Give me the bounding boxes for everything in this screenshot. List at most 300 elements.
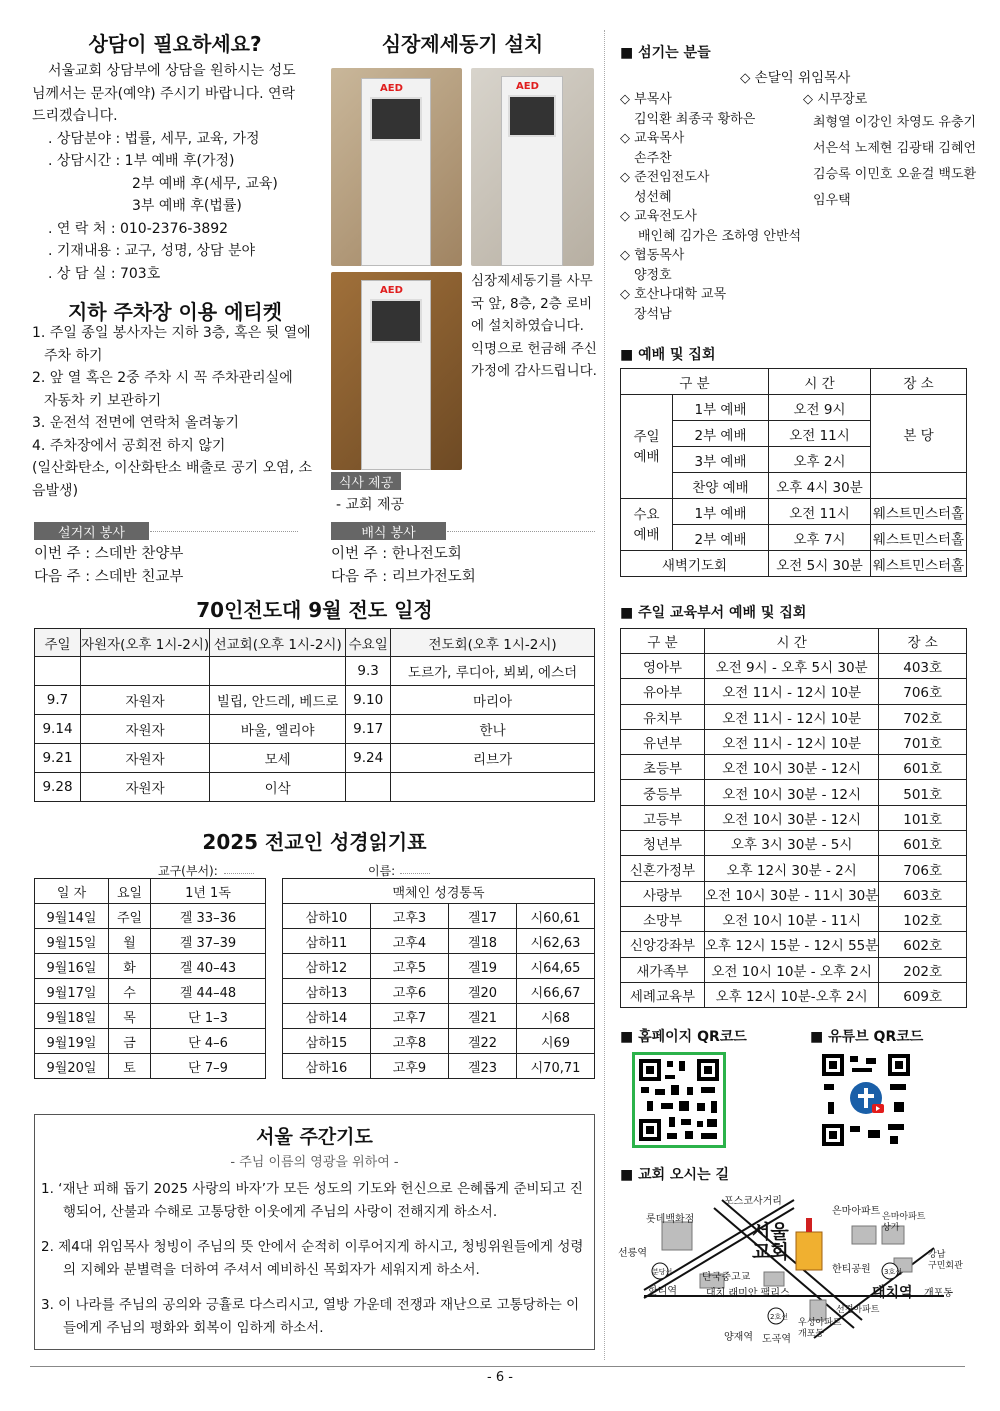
table-cell: [391, 773, 595, 802]
table-cell: 겔22: [449, 1029, 517, 1054]
table-cell: 고후7: [371, 1004, 449, 1029]
footer-rule: [30, 1366, 965, 1367]
table-cell: 삼하14: [283, 1004, 371, 1029]
table-header: 맥체인 성경통독: [283, 879, 595, 904]
table-row: [283, 954, 595, 979]
divider: [224, 873, 254, 874]
table-cell: 빌립, 안드레, 베드로: [210, 686, 346, 715]
table-cell: 오전 10시 30분 - 12시: [705, 805, 879, 830]
table-row: [621, 881, 967, 906]
table-cell: 웨스트민스터홀: [871, 499, 967, 525]
prayer-item: [41, 1236, 588, 1282]
table-header: 주일: [35, 629, 81, 657]
aed-caption-line: 익명으로 헌금해 주신: [471, 340, 597, 357]
counsel-line: 서울교회 상담부에 상담을 원하시는 성도: [48, 63, 296, 79]
table-row: [621, 856, 967, 881]
table-header: 장 소: [871, 369, 967, 395]
table-cell: 1부 예배: [673, 499, 769, 525]
table-cell: [346, 773, 391, 802]
table-cell: 102호: [879, 906, 967, 931]
table-cell: 겔 33–36: [151, 904, 266, 929]
table-cell: 오전 11시 - 12시 10분: [705, 729, 879, 754]
aed-label: AED: [516, 81, 539, 92]
counsel-title: 상담이 필요하세요?: [88, 32, 262, 56]
servers-names: 배인혜 김가은 조하영 안반석: [638, 228, 802, 244]
table-cell: 수요 예배: [621, 499, 673, 551]
table-cell: 겔 44–48: [151, 979, 266, 1004]
table-cell: 오전 11시: [769, 499, 871, 525]
table-cell: 403호: [879, 654, 967, 679]
map-label: 개포동: [924, 1288, 953, 1299]
bible-name-label: 이름:: [368, 864, 396, 878]
map-label: 포스코사거리: [724, 1196, 782, 1207]
table-cell: 웨스트민스터홀: [871, 525, 967, 551]
table-cell: 오전 10시 10분 - 오후 2시: [705, 957, 879, 982]
table-cell: 2부 예배: [673, 525, 769, 551]
prayer-subtitle: - 주님 이름의 영광을 위하여 -: [230, 1155, 399, 1170]
map-label: 강남 구민회관: [928, 1250, 963, 1271]
table-cell: 사랑부: [621, 881, 705, 906]
table-cell: 도르가, 루디아, 뵈뵈, 에스더: [391, 657, 595, 686]
table-cell: 101호: [879, 805, 967, 830]
table-row: [621, 679, 967, 704]
table-row: [35, 744, 595, 773]
map-label: 은마아파트: [832, 1206, 881, 1217]
map-label: 한티공원: [832, 1264, 871, 1275]
table-row: [283, 1029, 595, 1054]
table-cell: 오후 12시 10분-오후 2시: [705, 982, 879, 1007]
table-cell: 501호: [879, 780, 967, 805]
table-cell: 웨스트민스터홀: [871, 551, 967, 577]
table-row: [283, 979, 595, 1004]
qr-home-title: ■ 홈페이지 QR코드: [620, 1026, 747, 1046]
parking-line: 음발생): [32, 482, 79, 499]
prayer-line: 2. 제4대 위임목사 청빙이 주님의 뜻 안에서 순적히 이루어지게 하시고, 청빙위원들에게 성령: [41, 1239, 584, 1255]
prayer-item: [41, 1294, 588, 1340]
table-cell: 9.10: [346, 686, 391, 715]
servers-names: 김익환 최종국 황하은: [634, 111, 756, 127]
table-row: [621, 805, 967, 830]
bible-table-right: [282, 878, 595, 1079]
table-cell: 시64,65: [517, 954, 595, 979]
table-cell: 삼하11: [283, 929, 371, 954]
counsel-line: . 상 담 실 : 703호: [48, 265, 161, 282]
table-row: [35, 954, 266, 979]
map-label: 은마아파트 상가: [882, 1212, 926, 1233]
table-cell: 겔17: [449, 904, 517, 929]
servers-role: ◇ 협동목사: [620, 248, 685, 263]
table-row: [621, 525, 967, 551]
table-cell: 9.24: [346, 744, 391, 773]
servers-role: ◇ 준전임전도사: [620, 170, 710, 185]
table-row: [35, 1029, 266, 1054]
table-cell: 바울, 엘리야: [210, 715, 346, 744]
table-header: 일 자: [35, 879, 109, 904]
counsel-line: 님께서는 문자(예약) 주시기 바랍니다. 연락: [32, 85, 296, 102]
table-cell: 리브가: [391, 744, 595, 773]
servers-right: [803, 90, 976, 214]
servers-names: 장석남: [634, 306, 672, 322]
table-cell: 시69: [517, 1029, 595, 1054]
table-header: 시 간: [705, 629, 879, 654]
table-row: [35, 979, 266, 1004]
bible-table-left: [34, 878, 266, 1079]
map-label: 우성아파트 개포동: [798, 1318, 842, 1339]
divider: [150, 531, 298, 532]
table-header: 구 분: [621, 369, 769, 395]
parking-line: 자동차 키 보관하기: [44, 392, 162, 409]
table-row: [621, 982, 967, 1007]
table-cell: 자원자: [81, 773, 210, 802]
parking-line: 3. 운전석 전면에 연락처 올려놓기: [32, 415, 239, 431]
table-row: [621, 704, 967, 729]
aed-caption: [471, 270, 601, 383]
table-cell: 609호: [879, 982, 967, 1007]
table-cell: 9월14일: [35, 904, 109, 929]
parking-line: 주차 하기: [44, 347, 103, 364]
table-cell: 202호: [879, 957, 967, 982]
table-cell: 겔18: [449, 929, 517, 954]
table-row: [283, 1054, 595, 1079]
table-header: 구 분: [621, 629, 705, 654]
prayer-line: 1. ‘재난 피해 돕기 2025 사랑의 바자’가 모든 성도의 기도와 헌신으로 은혜롭게 준비되고 진: [41, 1181, 583, 1197]
table-cell: 주일: [109, 904, 151, 929]
map-church-label: 서울 교회: [752, 1221, 789, 1263]
table-cell: 주일 예배: [621, 395, 673, 499]
prayer-item: [41, 1178, 588, 1224]
table-header: 자원자(오후 1시-2시): [81, 629, 210, 657]
table-cell: 오전 9시 - 오후 5시 30분: [705, 654, 879, 679]
table-cell: 706호: [879, 856, 967, 881]
table-cell: 9.17: [346, 715, 391, 744]
table-cell: 금: [109, 1029, 151, 1054]
table-cell: 2부 예배: [673, 421, 769, 447]
table-cell: 소망부: [621, 906, 705, 931]
table-cell: 새가족부: [621, 957, 705, 982]
table-cell: 삼하16: [283, 1054, 371, 1079]
table-row: [621, 906, 967, 931]
dish-body: [34, 543, 183, 589]
servers-names: 양정호: [634, 267, 672, 283]
table-cell: 찬양 예배: [673, 473, 769, 499]
table-header-row: [621, 629, 967, 654]
prayer-line: 3. 이 나라를 주님의 공의와 긍휼로 다스리시고, 열방 가운데 전쟁과 재난으로 고통당하는 이: [41, 1297, 580, 1313]
aed-photo: [331, 272, 462, 470]
table-cell: 한나: [391, 715, 595, 744]
table-header: 요일: [109, 879, 151, 904]
column-divider: [604, 30, 605, 1360]
table-cell: 삼하15: [283, 1029, 371, 1054]
table-cell: 단 7–9: [151, 1054, 266, 1079]
counsel-line: . 상담시간 : 1부 예배 후(가정): [48, 153, 235, 169]
servers-names: 성선혜: [634, 189, 672, 205]
table-header-row: [283, 879, 595, 904]
table-header-row: [35, 879, 266, 904]
table-cell: 겔 40–43: [151, 954, 266, 979]
table-cell: 1부 예배: [673, 395, 769, 421]
table-row: [621, 831, 967, 856]
map-label: 분당선: [652, 1268, 673, 1276]
table-cell: 오전 9시: [769, 395, 871, 421]
servers-senior: ◇ 손달익 위임목사: [740, 70, 851, 86]
table-cell: 자원자: [81, 715, 210, 744]
servers-names: 서은석 노제현 김광태 김혜언: [813, 141, 977, 156]
aed-caption-line: 심장제세동기를 사무: [471, 273, 593, 289]
table-row: [621, 473, 967, 499]
aed-label: AED: [380, 83, 403, 94]
aed-title: 심장제세동기 설치: [381, 32, 544, 56]
table-cell: [81, 657, 210, 686]
serve-next-week: 다음 주 : 리브가전도회: [331, 569, 476, 585]
table-cell: 9월19일: [35, 1029, 109, 1054]
map-label: 선릉역: [618, 1248, 647, 1259]
map-label: 선경아파트: [836, 1305, 880, 1315]
counsel-line: . 기재내용 : 교구, 성명, 상담 분야: [48, 243, 256, 259]
servers-role: ◇ 시무장로: [803, 92, 868, 107]
divider: [400, 873, 430, 874]
table-cell: 영아부: [621, 654, 705, 679]
table-cell: 세례교육부: [621, 982, 705, 1007]
prayer-title: 서울 주간기도: [256, 1126, 373, 1148]
table-cell: 9.28: [35, 773, 81, 802]
table-cell: 시62,63: [517, 929, 595, 954]
table-cell: 오후 2시: [769, 447, 871, 473]
table-cell: 겔21: [449, 1004, 517, 1029]
map-label: 2호선: [770, 1313, 788, 1321]
worship-table: [620, 368, 967, 577]
parking-line: 1. 주일 종일 봉사자는 지하 3층, 혹은 뒷 열에: [32, 325, 311, 341]
table-row: [283, 929, 595, 954]
table-cell: 유치부: [621, 704, 705, 729]
table-cell: 목: [109, 1004, 151, 1029]
table-cell: 9.3: [346, 657, 391, 686]
table-cell: 오후 7시: [769, 525, 871, 551]
table-cell: [35, 657, 81, 686]
parking-line: 2. 앞 열 혹은 2중 주차 시 꼭 주차관리실에: [32, 370, 293, 386]
table-cell: 9.7: [35, 686, 81, 715]
table-cell: 시66,67: [517, 979, 595, 1004]
servers-role: ◇ 부목사: [620, 92, 672, 107]
prayer-line: 행되어, 산불과 수해로 고통당한 이웃에게 주님의 사랑이 전해지게 하소서.: [63, 1204, 498, 1220]
servers-names: 손주찬: [634, 150, 672, 166]
qr-youtube-title: ■ 유튜브 QR코드: [810, 1026, 923, 1046]
table-cell: 9월20일: [35, 1054, 109, 1079]
counsel-line: 3부 예배 후(법률): [132, 198, 242, 214]
worship-title: ■ 예배 및 집회: [620, 344, 715, 364]
table-cell: 자원자: [81, 686, 210, 715]
table-cell: 9월15일: [35, 929, 109, 954]
table-cell: [871, 473, 967, 499]
table-row: [35, 686, 595, 715]
counsel-body: [32, 60, 322, 285]
table-cell: 유년부: [621, 729, 705, 754]
serve-body: [331, 543, 476, 589]
aed-photo: [471, 68, 594, 266]
table-cell: 고후4: [371, 929, 449, 954]
table-cell: [210, 657, 346, 686]
evangelism-table: [34, 628, 595, 802]
table-cell: 겔19: [449, 954, 517, 979]
table-cell: 자원자: [81, 744, 210, 773]
table-cell: 오후 4시 30분: [769, 473, 871, 499]
table-row: [621, 932, 967, 957]
aed-photo: [331, 68, 462, 266]
table-cell: 9월17일: [35, 979, 109, 1004]
table-cell: 화: [109, 954, 151, 979]
parking-body: [32, 322, 322, 502]
table-cell: 초등부: [621, 755, 705, 780]
meal-tag: 식사 제공: [331, 472, 401, 490]
table-cell: 겔20: [449, 979, 517, 1004]
edu-title: ■ 주일 교육부서 예배 및 집회: [620, 602, 806, 622]
table-cell: 겔 37–39: [151, 929, 266, 954]
counsel-line: 2부 예배 후(세무, 교육): [132, 175, 278, 192]
table-cell: 고후8: [371, 1029, 449, 1054]
servers-left: [620, 90, 801, 324]
table-header: 장 소: [879, 629, 967, 654]
table-cell: 고후6: [371, 979, 449, 1004]
table-header: 수요일: [346, 629, 391, 657]
table-cell: 701호: [879, 729, 967, 754]
table-cell: 오후 12시 15분 - 12시 55분: [705, 932, 879, 957]
map-label: 양재역: [724, 1332, 753, 1343]
aed-label: AED: [380, 285, 403, 296]
table-cell: 새벽기도회: [621, 551, 769, 577]
evangelism-title: 70인전도대 9월 전도 일정: [196, 598, 433, 622]
homepage-qr-icon[interactable]: [632, 1052, 726, 1148]
counsel-line: . 상담분야 : 법률, 세무, 교육, 가정: [48, 130, 260, 147]
table-cell: 월: [109, 929, 151, 954]
directions-map: [614, 1188, 970, 1350]
map-label: 단국중고교: [702, 1272, 751, 1283]
map-label: 대치 래미안 팰리스: [706, 1288, 790, 1299]
aed-caption-line: 국 앞, 8층, 2층 로비: [471, 295, 593, 312]
table-cell: 3부 예배: [673, 447, 769, 473]
table-header: 1년 1독: [151, 879, 266, 904]
table-cell: 9.21: [35, 744, 81, 773]
servers-title: ■ 섬기는 분들: [620, 42, 711, 62]
table-cell: 603호: [879, 881, 967, 906]
map-label: 대치역: [872, 1285, 913, 1301]
aed-caption-line: 에 설치하였습니다.: [471, 318, 584, 334]
table-cell: 본 당: [871, 395, 967, 473]
edu-table: [620, 628, 967, 1008]
table-row: [35, 1054, 266, 1079]
table-row: [621, 654, 967, 679]
table-cell: 오전 10시 10분 - 11시: [705, 906, 879, 931]
table-cell: 모세: [210, 744, 346, 773]
table-header: 시 간: [769, 369, 871, 395]
table-cell: 단 1–3: [151, 1004, 266, 1029]
table-cell: 신앙강좌부: [621, 932, 705, 957]
table-row: [35, 657, 595, 686]
table-cell: 오전 10시 30분 - 11시 30분: [705, 881, 879, 906]
table-cell: 단 4–6: [151, 1029, 266, 1054]
table-header: 선교회(오후 1시-2시): [210, 629, 346, 657]
table-cell: 시60,61: [517, 904, 595, 929]
prayer-box: [34, 1114, 595, 1350]
table-cell: 오전 5시 30분: [769, 551, 871, 577]
table-row: [35, 904, 266, 929]
prayer-line: 들에게 주님의 평화와 회복이 임하게 하소서.: [63, 1320, 324, 1336]
table-row: [621, 957, 967, 982]
map-label: 도곡역: [762, 1334, 791, 1345]
table-row: [621, 551, 967, 577]
table-row: [283, 1004, 595, 1029]
table-cell: 삼하13: [283, 979, 371, 1004]
map-label: 3호선: [884, 1268, 902, 1276]
servers-names: 임우택: [813, 193, 851, 208]
table-row: [621, 395, 967, 421]
table-cell: 9월18일: [35, 1004, 109, 1029]
parking-line: 4. 주차장에서 공회전 하지 않기: [32, 437, 226, 454]
map-label: 한티역: [648, 1286, 677, 1297]
table-cell: 9.14: [35, 715, 81, 744]
table-cell: 702호: [879, 704, 967, 729]
table-cell: 오후 3시 30분 - 5시: [705, 831, 879, 856]
table-row: [621, 499, 967, 525]
servers-names: 김승록 이민호 오윤걸 백도환: [813, 167, 977, 182]
servers-names: 최형열 이강인 차영도 유충기: [813, 115, 977, 130]
table-cell: 602호: [879, 932, 967, 957]
table-cell: 오전 10시 30분 - 12시: [705, 755, 879, 780]
table-cell: 오전 11시 - 12시 10분: [705, 704, 879, 729]
table-cell: 신혼가정부: [621, 856, 705, 881]
table-cell: 오전 11시: [769, 421, 871, 447]
table-row: [621, 780, 967, 805]
table-cell: 오전 10시 30분 - 12시: [705, 780, 879, 805]
table-row: [35, 773, 595, 802]
table-cell: 고후3: [371, 904, 449, 929]
table-cell: 706호: [879, 679, 967, 704]
counsel-line: 드리겠습니다.: [32, 108, 118, 124]
table-cell: 삼하10: [283, 904, 371, 929]
table-cell: 청년부: [621, 831, 705, 856]
table-cell: 토: [109, 1054, 151, 1079]
table-cell: 고후5: [371, 954, 449, 979]
dish-next-week: 다음 주 : 스데반 친교부: [34, 569, 184, 585]
youtube-qr-icon[interactable]: [820, 1052, 912, 1148]
table-cell: 오전 11시 - 12시 10분: [705, 679, 879, 704]
table-cell: 수: [109, 979, 151, 1004]
table-cell: 고등부: [621, 805, 705, 830]
serve-tag: 배식 봉사: [331, 522, 446, 540]
table-cell: 601호: [879, 831, 967, 856]
parking-title: 지하 주차장 이용 에티켓: [67, 300, 283, 324]
bible-title: 2025 전교인 성경읽기표: [202, 830, 427, 854]
servers-role: ◇ 호산나대학 교목: [620, 287, 727, 302]
table-cell: 9월16일: [35, 954, 109, 979]
bible-group-label: 교구(부서):: [158, 864, 218, 878]
table-cell: 시70,71: [517, 1054, 595, 1079]
map-label: 롯데백화점: [646, 1214, 695, 1225]
table-row: [621, 755, 967, 780]
prayer-line: 의 지혜와 분별력을 더하여 주셔서 예비하신 목회자가 세워지게 하소서.: [63, 1262, 480, 1278]
table-cell: 겔23: [449, 1054, 517, 1079]
table-cell: 이삭: [210, 773, 346, 802]
table-header-row: [35, 629, 595, 657]
servers-role: ◇ 교육전도사: [620, 209, 697, 224]
parking-line: (일산화탄소, 이산화탄소 배출로 공기 오염, 소: [32, 460, 313, 476]
table-cell: 유아부: [621, 679, 705, 704]
table-cell: 고후9: [371, 1054, 449, 1079]
table-cell: 시68: [517, 1004, 595, 1029]
table-cell: 중등부: [621, 780, 705, 805]
table-row: [35, 715, 595, 744]
table-cell: 오후 12시 30분 - 2시: [705, 856, 879, 881]
table-row: [35, 1004, 266, 1029]
aed-caption-line: 가정에 감사드립니다.: [471, 363, 597, 379]
